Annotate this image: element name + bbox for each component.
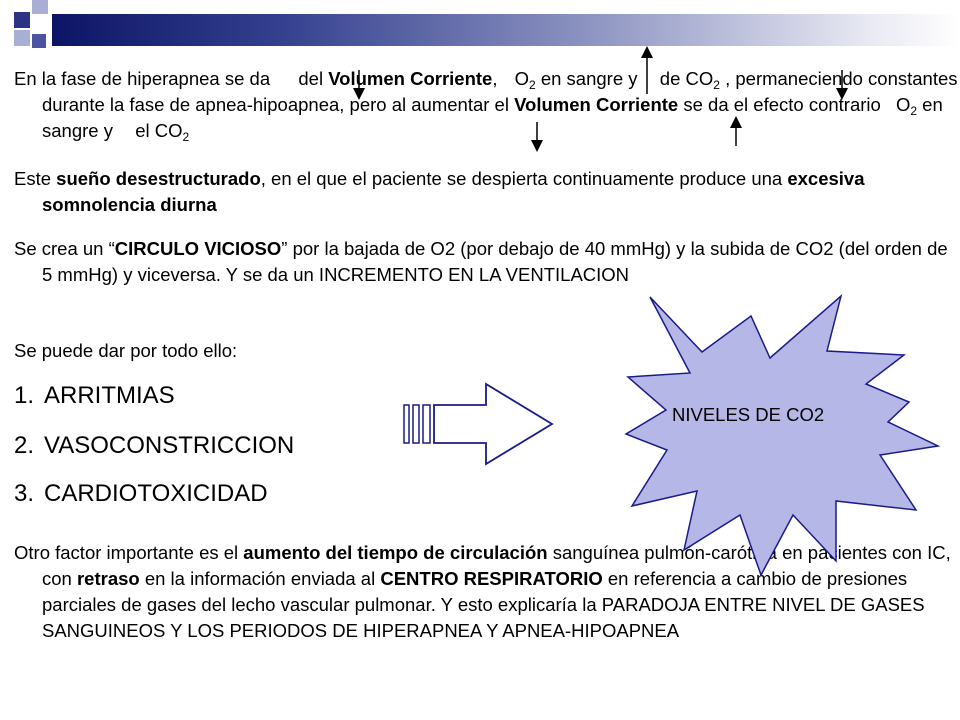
paragraph-hiperapnea: En la fase de hiperapnea se da del Volumen Corriente, $O_2$ en sangre y de $CO_2$ , permaneciendo constantes durante la fase de apnea-hipoapnea, pero al aumentar el Volumen Corriente se da el efecto contrario $O_2$ en sangre y el $CO_2$	[14, 68, 958, 144]
right-block-arrow	[404, 384, 552, 464]
paragraph-intro-list: Se puede dar por todo ello:	[14, 340, 238, 361]
starburst-shape	[626, 296, 938, 575]
paragraph-sueno: Este sueño desestructurado, en el que el paciente se despierta continuamente produce una excesiva somnolencia diurna	[14, 168, 865, 215]
paragraph-circulo-vicioso: Se crea un “CIRCULO VICIOSO” por la bajada de O2 (por debajo de 40 mmHg) y la subida de CO2 (del orden de 5 mmHg) y viceversa. Y se da un INCREMENTO EN LA VENTILACION	[14, 238, 948, 285]
list-item: 3. CARDIOTOXICIDAD	[14, 480, 268, 507]
list-item: 2. VASOCONSTRICCION	[14, 432, 295, 459]
list-item: 1. ARRITMIAS	[14, 382, 175, 409]
paragraph-otro-factor: Otro factor importante es el aumento del tiempo de circulación sanguínea pulmón-carótida en pacientes con IC, con retraso en la información enviada al CENTRO RESPIRATORIO en referencia a cambio de presiones parciales de gases del lecho vascular pulmonar. Y esto explicaría la PARADOJA ENTRE NIVEL DE GASES SANGUINEOS Y LOS PERIODOS DE HIPERAPNEA Y APNEA-HIPOAPNEA	[14, 542, 951, 641]
starburst-label: NIVELES DE CO2	[672, 404, 825, 425]
